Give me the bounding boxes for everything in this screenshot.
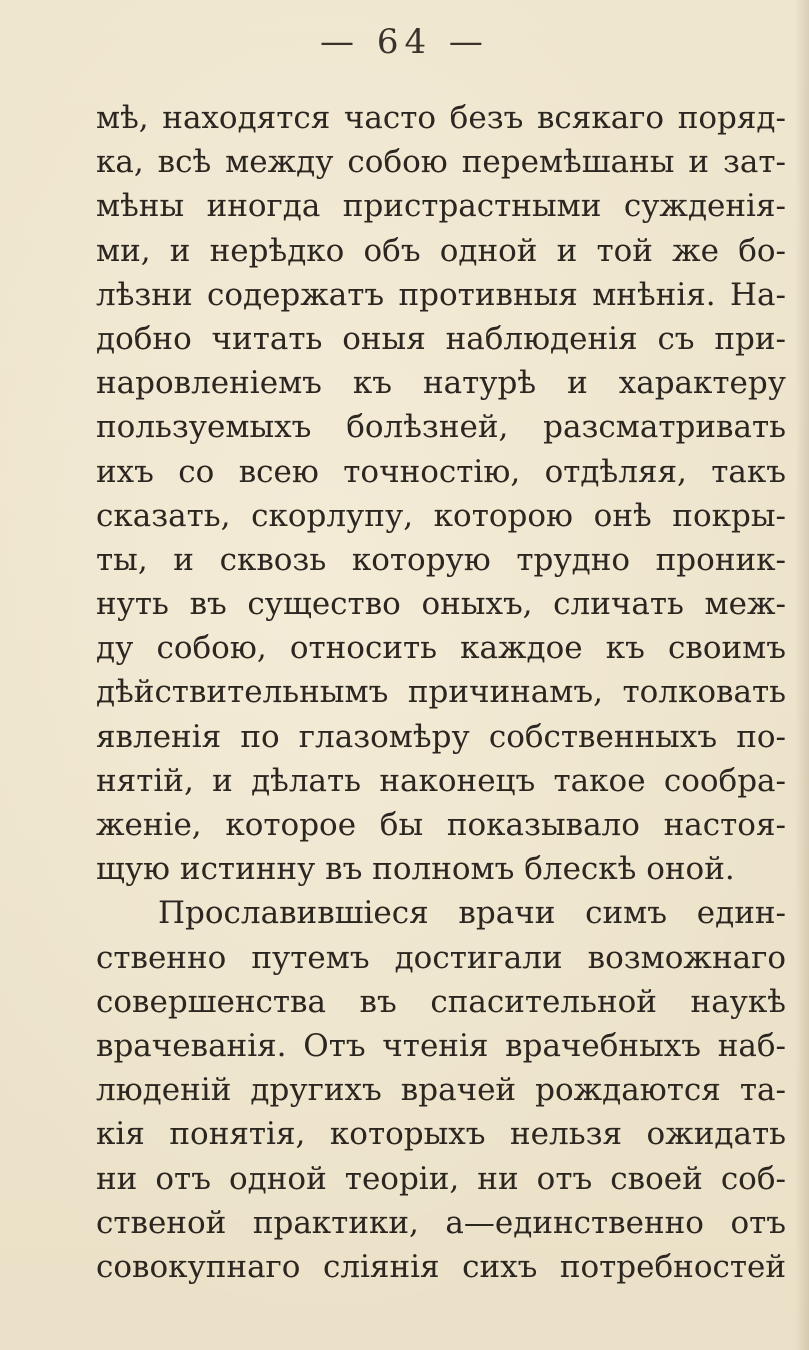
text-line: женіе, которое бы показывало настоя- [96, 807, 786, 843]
text-line: ты, и сквозь которую трудно проник- [96, 541, 786, 578]
text-line: дѣйствительнымъ причинамъ, толковать [96, 674, 786, 711]
text-line: явленія по глазомѣру собственныхъ по- [96, 718, 786, 755]
page-number: — 64 — [320, 22, 489, 62]
text-line: ка, всѣ между собою перемѣшаны и зат- [96, 144, 786, 181]
text-line: пользуемыхъ болѣзней, разсматривать [96, 409, 786, 446]
text-line: наровленіемъ къ натурѣ и характеру [96, 365, 786, 402]
text-line: ду собою, относить каждое къ своимъ [96, 630, 786, 667]
text-line: ни отъ одной теоріи, ни отъ своей соб- [96, 1160, 786, 1197]
text-line: кія понятія, которыхъ нельзя ожидать [96, 1116, 786, 1153]
text-line: нятій, и дѣлать наконецъ такое сообра- [96, 762, 786, 799]
text-line: мѣ, находятся часто безъ всякаго поряд- [96, 100, 786, 136]
text-line: добно читать оныя наблюденія съ при- [96, 320, 786, 357]
text-line: людeній другихъ врачей рождаются та- [96, 1072, 786, 1109]
text-line: ми, и нерѣдко объ одной и той же бо- [96, 232, 786, 269]
text-line: лѣзни содержатъ противныя мнѣнія. На- [96, 276, 786, 313]
paragraph-end-line: щую истинну въ полномъ блескѣ оной. [96, 851, 735, 888]
text-line: нуть въ существо оныхъ, сличать меж- [96, 586, 786, 623]
text-line: мѣны иногда пристрастными сужденія- [96, 188, 786, 225]
paragraph-start-line: Прославившіеся врачи симъ един- [158, 895, 786, 932]
text-line: ихъ со всею точностію, отдѣляя, такъ [96, 453, 786, 490]
text-line: врачеванія. Отъ чтенія врачебныхъ наб- [96, 1027, 786, 1064]
text-line: ственно путемъ достигали возможнаго [96, 939, 786, 976]
text-line: совершенства въ спасительной наукѣ [96, 983, 786, 1020]
text-line: совокупнаго слiянія сихъ потребностей [96, 1248, 786, 1285]
body-text [96, 96, 786, 1289]
text-line: ственой практики, а—единственно отъ [96, 1204, 786, 1241]
text-line: сказать, скорлупу, которою онѣ покры- [96, 497, 786, 534]
page-edge-shadow [795, 0, 809, 1350]
